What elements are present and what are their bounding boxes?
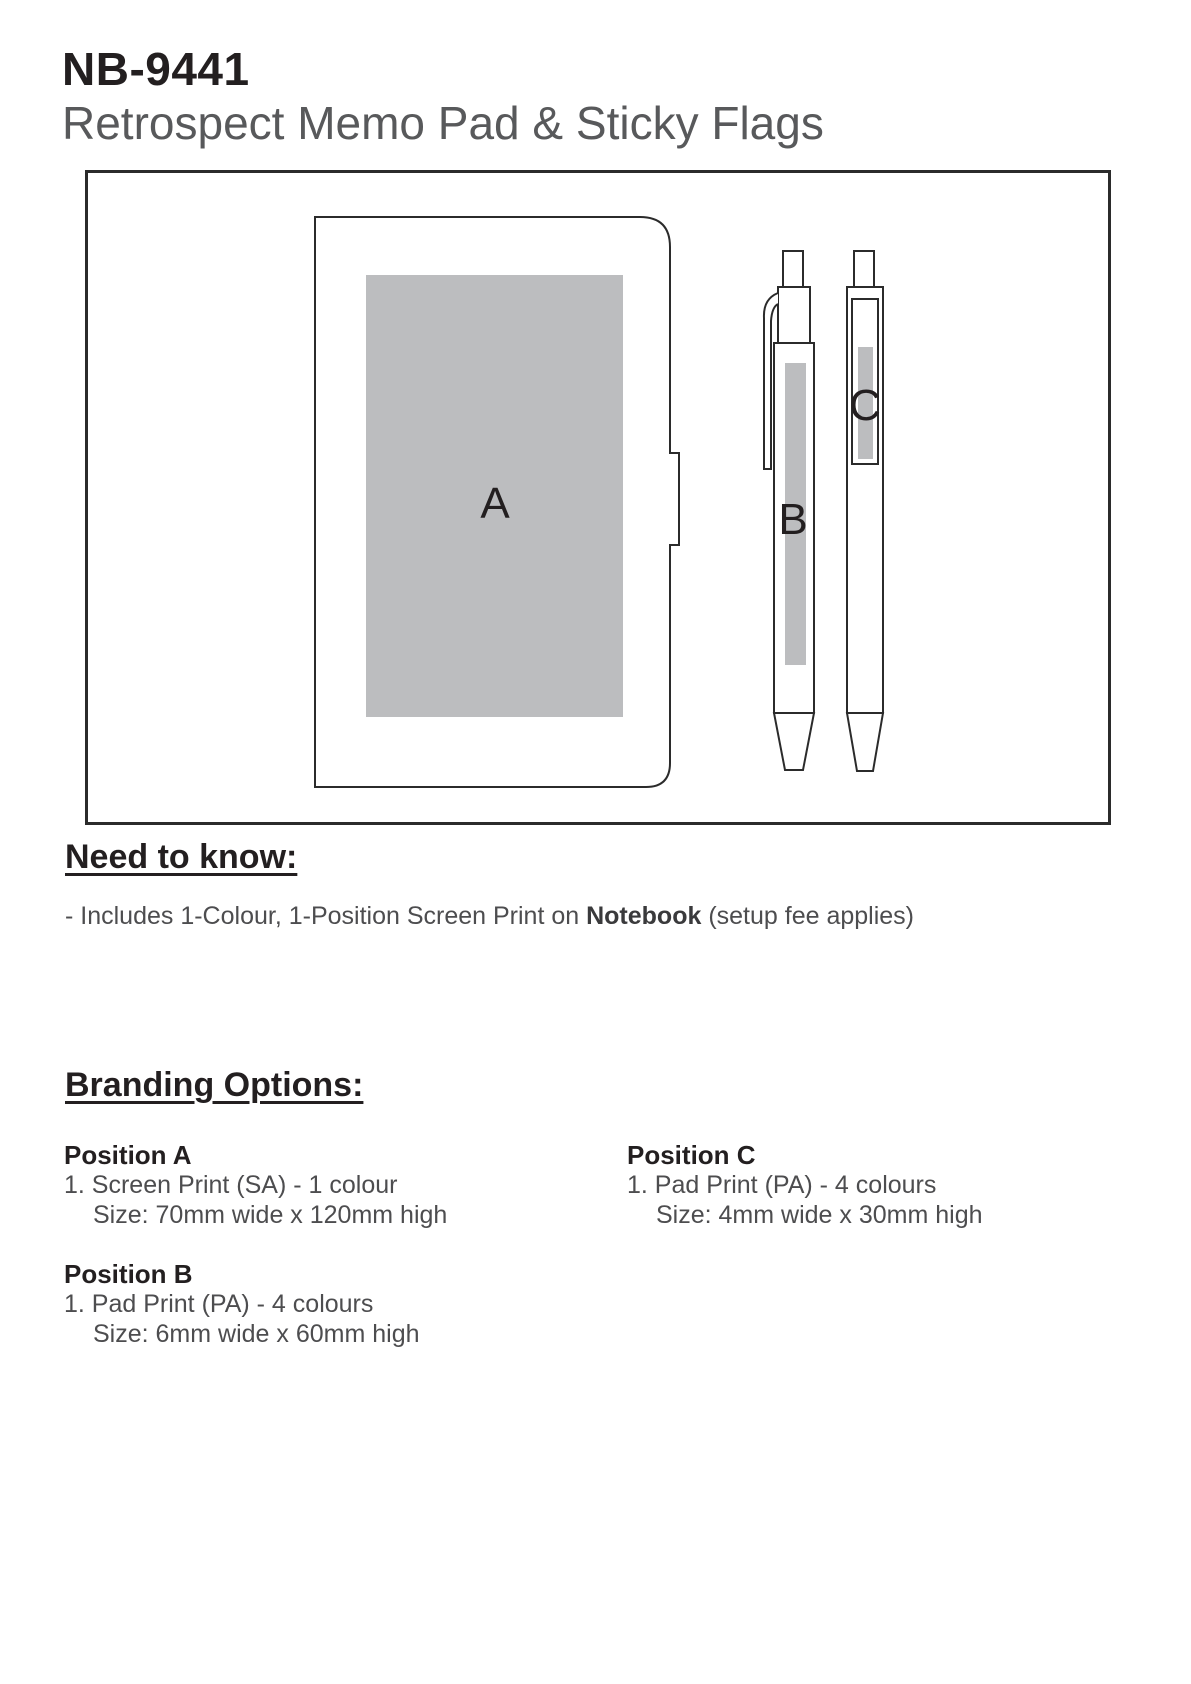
position-b-size: Size: 6mm wide x 60mm high (93, 1320, 420, 1348)
position-b-method: 1. Pad Print (PA) - 4 colours (64, 1290, 374, 1318)
position-a-size: Size: 70mm wide x 120mm high (93, 1201, 448, 1229)
product-code: NB-9441 (62, 43, 250, 95)
need-line-prefix: - Includes 1-Colour, 1-Position Screen Print on (65, 902, 587, 930)
product-illustration (88, 173, 1108, 822)
need-line-suffix: (setup fee applies) (701, 902, 914, 930)
pen-c-outline (847, 251, 883, 771)
need-to-know-line (65, 902, 914, 931)
position-c-size: Size: 4mm wide x 30mm high (656, 1201, 983, 1229)
need-line-bold: Notebook (586, 902, 702, 930)
need-to-know-heading: Need to know: (65, 838, 298, 876)
position-c-method: 1. Pad Print (PA) - 4 colours (627, 1171, 937, 1199)
label-a: A (480, 479, 510, 528)
position-c-block (627, 1140, 983, 1230)
product-illustration-frame (85, 170, 1111, 825)
position-a-method: 1. Screen Print (SA) - 1 colour (64, 1171, 398, 1199)
position-b-block (64, 1259, 420, 1349)
position-b-title: Position B (64, 1259, 193, 1289)
position-a-title: Position A (64, 1140, 192, 1170)
label-b: B (778, 495, 808, 544)
position-a-block (64, 1140, 447, 1230)
product-title: Retrospect Memo Pad & Sticky Flags (62, 97, 824, 149)
branding-options-heading: Branding Options: (65, 1066, 364, 1104)
position-c-title: Position C (627, 1140, 756, 1170)
label-c: C (849, 381, 881, 430)
